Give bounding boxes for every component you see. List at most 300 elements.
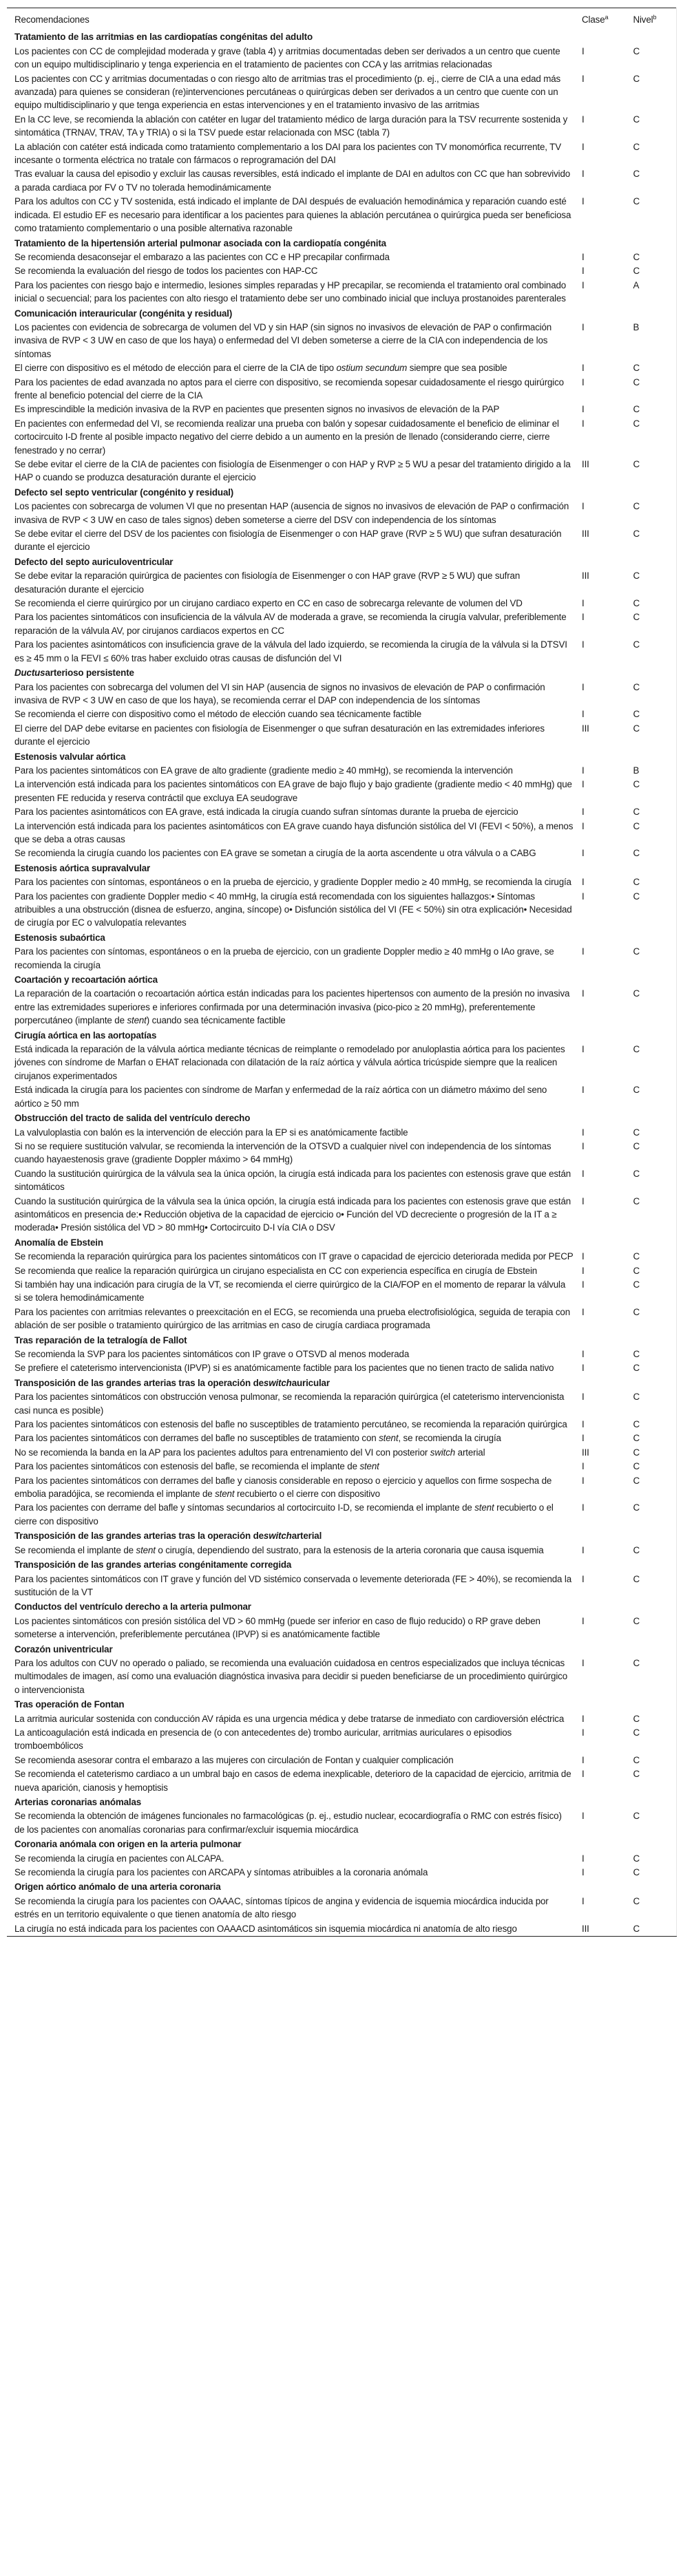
recommendation-text [7, 1460, 582, 1473]
recommendation-text: Para los pacientes con síntomas, espontáneos o en la prueba de ejercicio, con un gradiente Doppler medio ≥ 40 mmHg o IAo grave, se recomienda la cirugía [14, 946, 554, 970]
evidence-level: C [633, 169, 640, 180]
header-level-label: Nivel [633, 14, 653, 25]
evidence-level: C [633, 404, 640, 415]
table-row [7, 805, 677, 819]
text-part: El cierre con dispositivo es el método de elección para el cierre de la CIA de tipo [14, 363, 337, 374]
recommendation-class: I [582, 877, 585, 888]
table-row [7, 1361, 677, 1375]
recommendation-class: I [582, 1168, 585, 1179]
section-title: Defecto sel septo ventricular (congénito y residual) [14, 487, 234, 498]
recommendation-text: Se debe evitar el cierre del DSV de los pacientes con fisiología de Eisenmenger o con HAP grave (RVP ≥ 5 WU) que sufran desaturación durante el ejercicio [14, 529, 562, 553]
evidence-level: C [633, 1727, 640, 1738]
evidence-level: B [633, 321, 640, 332]
header-level-footnote: b [653, 14, 657, 21]
table-row [7, 1754, 677, 1767]
evidence-level: C [633, 1195, 640, 1206]
section-title [7, 1376, 677, 1390]
recommendation-class: I [582, 1127, 585, 1138]
recommendation-text [7, 1446, 582, 1460]
table-row [7, 1852, 677, 1866]
table-row [7, 1460, 677, 1473]
recommendation-class: I [582, 1657, 585, 1668]
section-title: Coartación y recoartación aórtica [14, 975, 158, 986]
evidence-level: C [633, 1168, 640, 1179]
recommendation-class: I [582, 612, 585, 623]
recommendation-class: I [582, 848, 585, 859]
evidence-level: C [633, 1433, 640, 1444]
section-title: Estenosis subaórtica [14, 932, 105, 943]
section-header-row [7, 1333, 677, 1348]
section-title-part: switch [263, 1531, 292, 1542]
recommendation-class: III [582, 571, 589, 582]
italic-term: stent [215, 1489, 235, 1500]
recommendation-text: Para los pacientes con síntomas, espontáneos o en la prueba de ejercicio, y gradiente Doppler medio ≥ 40 mmHg, se recomienda la cirugía [14, 877, 571, 888]
table-row [7, 1250, 677, 1264]
section-title: Anomalía de Ebstein [14, 1237, 103, 1248]
header-class [582, 8, 633, 30]
table-row [7, 1767, 677, 1795]
section-title: Comunicación interauricular (congénita y residual) [14, 308, 233, 319]
table-row [7, 1167, 677, 1195]
table-body [7, 30, 677, 1936]
recommendation-text: Para los pacientes sintomáticos con obstrucción venosa pulmonar, se recomienda la reparación quirúrgica (el cateterismo intervencionista casi nunca es posible) [14, 1392, 565, 1416]
recommendation-text: Para los pacientes con gradiente Doppler medio < 40 mmHg, la cirugía está recomendada con los siguientes hallazgos:• Síntomas atribuibles a una obstrucción (disnea de esfuerzo, angina, síncope) o• Disfunción sistólica del VI (FE < 50%) sin otra explicación• Necesidad de cirugía por EC o valvulopatía relevantes [14, 891, 572, 928]
recommendation-text: Se recomienda la cirugía para los pacientes con OAAAC, síntomas típicos de angina y evidencia de isquemia miocárdica inducida por estrés en un territorio equivalente o que tienen anatomía de alto riesgo [14, 1895, 549, 1920]
evidence-level: C [633, 1853, 640, 1864]
section-header-row [7, 1529, 677, 1543]
evidence-level: C [633, 1811, 640, 1822]
evidence-level: C [633, 1306, 640, 1317]
evidence-level: C [633, 1461, 640, 1472]
recommendation-class: I [582, 1140, 585, 1151]
recommendation-text: Los pacientes con sobrecarga de volumen VI que no presentan HAP (ausencia de signos no invasivos de elevación de PAP o confirmación invasiva de RVP < 3 UW en caso de tales signos) deben someterse a cierre del DSV con independencia de los síntomas [14, 501, 569, 525]
table-row [7, 987, 677, 1028]
recommendation-text: Para los pacientes asintomáticos con insuficiencia grave de la válvula del lado izquierdo, se recomienda la cirugía de la válvula si la DTSVI es ≥ 45 mm o la FEVI ≤ 60% tras haber excluido otras causas de disfunción del VI [14, 639, 567, 663]
text-part: siempre que sea posible [407, 363, 507, 374]
recommendation-text: Los pacientes con CC de complejidad moderada y grave (tabla 4) y arritmias documentadas deben ser derivados a un centro que cuente con un equipo multidisciplinario y tenga experiencia en el tratamiento de pacientes con CCA y las arritmias relacionadas [14, 45, 560, 70]
recommendation-class: I [582, 376, 585, 387]
evidence-level: C [633, 1475, 640, 1486]
header-recommendations-label: Recomendaciones [14, 14, 90, 25]
recommendation-text: Está indicada la reparación de la válvula aórtica mediante técnicas de reimplante o remodelado por anuloplastia aórtica para los pacientes jóvenes con síndrome de Marfan o EHAT relacionada con dilatación de la raíz aórtica y válvula aórtica tricúspide siempre que la realicen cirujanos experimentados [14, 1044, 565, 1081]
table-row [7, 1083, 677, 1111]
evidence-level: C [633, 376, 640, 387]
evidence-level: C [633, 501, 640, 512]
recommendation-text: En pacientes con enfermedad del VI, se recomienda realizar una prueba con balón y sopesar cuidadosamente el beneficio de eliminar el cortocircuito I-D frente al posible impacto negativo del cierre debido a un aumento en la presión de llenado (considerando cierre, cierre fenestrado y no cerrar) [14, 418, 559, 456]
evidence-level: C [633, 529, 640, 540]
recommendation-text: Para los pacientes sintomáticos con EA grave de alto gradiente (gradiente medio ≥ 40 mmHg), se recomienda la intervención [14, 765, 513, 776]
evidence-level: C [633, 1044, 640, 1055]
recommendation-class: I [582, 1475, 585, 1486]
recommendation-text: Se recomienda el cateterismo cardiaco a un umbral bajo en casos de edema inexplicable, deterioro de la capacidad de ejercicio, arritmia de nueva aparición, cianosis y hemoptisis [14, 1769, 571, 1793]
recommendation-text: Se prefiere el cateterismo intervencionista (IPVP) si es anatómicamente factible para los pacientes que no tienen tracto de salida nativo [14, 1363, 554, 1374]
recommendation-text: Cuando la sustitución quirúrgica de la válvula sea la única opción, la cirugía está indicada para los pacientes con estenosis grave que están sintomáticos [14, 1168, 571, 1193]
recommendation-class: I [582, 709, 585, 720]
recommendation-text: Si también hay una indicación para cirugía de la VT, se recomienda el cierre quirúrgico de la CIA/FOP en el momento de reparar la válvula si se tolera hemodinámicamente [14, 1279, 566, 1303]
evidence-level: C [633, 1251, 640, 1262]
recommendations-table [7, 8, 677, 1937]
recommendation-text [7, 1474, 582, 1502]
section-title: Cirugía aórtica en las aortopatías [14, 1030, 157, 1041]
table-row [7, 1264, 677, 1278]
section-title: Tratamiento de la hipertensión arterial pulmonar asociada con la cardiopatía congénita [14, 237, 386, 248]
recommendation-class: I [582, 807, 585, 818]
recommendation-class: III [582, 1447, 589, 1458]
evidence-level: C [633, 779, 640, 790]
recommendation-text: Se recomienda la cirugía cuando los pacientes con EA grave se sometan a cirugía de la aorta ascendente u otra válvula o a CABG [14, 848, 536, 859]
italic-term: switch [430, 1447, 456, 1458]
table-row [7, 113, 677, 140]
recommendation-text: Se recomienda la evaluación del riesgo de todos los pacientes con HAP-CC [14, 266, 318, 277]
section-title: Coronaria anómala con origen en la arteria pulmonar [14, 1839, 242, 1850]
italic-term: stent [359, 1461, 379, 1472]
italic-term: stent [127, 1015, 147, 1026]
recommendation-text: Los pacientes sintomáticos con presión sistólica del VD > 60 mmHg (puede ser inferior en caso de flujo reducido) o RP grave deben someterse a intervención, preferiblemente percutánea (IPVP) si es anatómicamente factible [14, 1615, 540, 1640]
evidence-level: C [633, 946, 640, 957]
recommendation-class: I [582, 73, 585, 84]
header-level [633, 8, 676, 30]
recommendation-class: III [582, 723, 589, 734]
section-header-row [7, 1642, 677, 1657]
recommendation-class: I [582, 1044, 585, 1055]
recommendation-text: Para los pacientes asintomáticos con EA grave, está indicada la cirugía cuando sufran síntomas durante la prueba de ejercicio [14, 807, 518, 818]
table-row [7, 361, 677, 375]
recommendation-class: I [582, 141, 585, 152]
table-row [7, 847, 677, 860]
recommendation-class: I [582, 1867, 585, 1878]
recommendation-class: I [582, 1573, 585, 1584]
text-part: , se recomienda la cirugía [398, 1433, 501, 1444]
recommendation-class: I [582, 169, 585, 180]
recommendation-text: Se recomienda el cierre quirúrgico por un cirujano cardiaco experto en CC en caso de sobrecarga relevante de volumen del VD [14, 598, 523, 609]
recommendation-text [7, 1431, 582, 1445]
recommendation-class: I [582, 1754, 585, 1765]
evidence-level: C [633, 1447, 640, 1458]
recommendation-text: Para los pacientes con riesgo bajo e intermedio, lesiones simples reparadas y HP precapilar, se recomienda el tratamiento oral combinado inicial o secuencial; para los pacientes con alto riesgo el tratamiento debe ser uno combinado inicial que incluya prostanoides parenterales [14, 279, 567, 304]
recommendation-class: III [582, 1923, 589, 1934]
evidence-level: C [633, 266, 640, 277]
evidence-level: C [633, 612, 640, 623]
table-row [7, 1895, 677, 1922]
recommendation-class: I [582, 988, 585, 999]
recommendation-class: I [582, 598, 585, 609]
text-part: Para los pacientes sintomáticos con estenosis del bafle, se recomienda el implante de [14, 1461, 360, 1472]
text-part: No se recomienda la banda en la AP para los pacientes adultos para entrenamiento del VI con posterior [14, 1447, 430, 1458]
table-row [7, 890, 677, 930]
recommendation-text: Se recomienda la reparación quirúrgica para los pacientes sintomáticos con IT grave o capacidad de ejercicio deteriorada medida por PECP [14, 1251, 574, 1262]
recommendation-text: Tras evaluar la causa del episodio y excluir las causas reversibles, está indicado el implante de DAI en adultos con CC que han sobrevivido a parada cardiaca por FV o TV no tolerada hemodinámicamente [14, 169, 571, 193]
recommendation-text: La cirugía no está indicada para los pacientes con OAAACD asintomáticos sin isquemia miocárdica ni anatomía de alto riesgo [14, 1923, 517, 1934]
table-row [7, 1573, 677, 1600]
evidence-level: C [633, 820, 640, 831]
recommendation-text: Se debe evitar la reparación quirúrgica de pacientes con fisiología de Eisenmenger o con HAP grave (RVP ≥ 5 WU) que sufran desaturación durante el ejercicio [14, 571, 521, 595]
evidence-level: C [633, 681, 640, 692]
recommendation-text: La arritmia auricular sostenida con conducción AV rápida es una urgencia médica y debe tratarse de inmediato con cardioversión eléctrica [14, 1713, 565, 1724]
section-title: Defecto del septo auriculoventricular [14, 556, 174, 567]
table-row [7, 403, 677, 416]
recommendation-class: I [582, 1811, 585, 1822]
recommendation-text: Está indicada la cirugía para los pacientes con síndrome de Marfan y enfermedad de la raíz aórtica con un diámetro máximo del seno aórtico ≥ 50 mm [14, 1085, 547, 1109]
evidence-level: C [633, 1127, 640, 1138]
evidence-level: C [633, 1769, 640, 1780]
recommendation-text: Se debe evitar el cierre de la CIA de pacientes con fisiología de Eisenmenger o con HAP y RVP ≥ 5 WU a pesar del tratamiento dirigido a la HAP o cuando se produzca desaturación durante el ejercicio [14, 459, 571, 483]
recommendation-class: I [582, 1349, 585, 1359]
recommendation-class: III [582, 459, 589, 469]
table-row [7, 1390, 677, 1418]
text-part: La reparación de la coartación o recoartación aórtica están indicadas para los pacientes hipertensos con aumento de la presión no invasiva entre las extremidades superiores e inferiores confirmada por una determinación invasiva (pico-pico ≥ 20 mmHg), preferentemente porpercutáneo (implante de [14, 988, 570, 1026]
evidence-level: C [633, 1544, 640, 1555]
table-row [7, 1726, 677, 1754]
table-row [7, 597, 677, 610]
evidence-level: C [633, 1895, 640, 1906]
recommendation-class: I [582, 1363, 585, 1374]
section-title [7, 1529, 677, 1543]
table-row [7, 195, 677, 235]
italic-term: stent [379, 1433, 399, 1444]
recommendation-text [7, 361, 582, 375]
recommendation-text: La intervención está indicada para los pacientes sintomáticos con EA grave de bajo flujo y bajo gradiente (gradiente medio < 40 mmHg) que presenten FE reducida y reserva contráctil que excluya EA seudograve [14, 779, 572, 803]
table-row [7, 251, 677, 264]
table-row [7, 1418, 677, 1431]
recommendation-class: I [582, 1195, 585, 1206]
table-row [7, 569, 677, 597]
evidence-level: C [633, 1713, 640, 1724]
recommendation-text: Se recomienda la cirugía para los pacientes con ARCAPA y síntomas atribuibles a la coronaria anómala [14, 1867, 428, 1878]
evidence-level: C [633, 1140, 640, 1151]
recommendation-class: I [582, 1544, 585, 1555]
section-header-row [7, 236, 677, 251]
recommendation-class: I [582, 1433, 585, 1444]
recommendation-class: I [582, 1279, 585, 1290]
table-row [7, 1446, 677, 1460]
text-part: Se recomienda el implante de [14, 1544, 136, 1555]
evidence-level: C [633, 848, 640, 859]
evidence-level: C [633, 1867, 640, 1878]
recommendation-class: I [582, 891, 585, 902]
section-header-row [7, 306, 677, 321]
section-header-row [7, 861, 677, 875]
evidence-level: C [633, 891, 640, 902]
table-row [7, 1126, 677, 1140]
table-row [7, 264, 677, 278]
recommendation-text: Se recomienda la SVP para los pacientes sintomáticos con IP grave o OTSVD al menos moderada [14, 1349, 410, 1359]
recommendation-class: I [582, 418, 585, 429]
recommendation-class: I [582, 266, 585, 277]
section-header-row [7, 1376, 677, 1390]
recommendation-class: I [582, 196, 585, 207]
recommendation-text: La ablación con catéter está indicada como tratamiento complementario a los DAI para los pacientes con TV monomórfica recurrente, TV incesante o tormenta eléctrica no tratale con fármacos o reprogramación del DAI [14, 141, 561, 166]
text-part: recubierto o el cierre con dispositivo [234, 1489, 380, 1500]
recommendation-text: Para los pacientes sintomáticos con insuficiencia de la válvula AV de moderada a grave, se recomienda la cirugía valvular, preferiblemente reparación de la válvula AV, por cirujanos cardiacos expertos en CC [14, 612, 567, 636]
recommendation-class: I [582, 1306, 585, 1317]
text-part: arterial [455, 1447, 485, 1458]
recommendation-text [7, 1544, 582, 1557]
recommendation-text: Para los adultos con CC y TV sostenida, está indicado el implante de DAI después de evaluación hemodinámica y reparación cuando esté indicada. El estudio EF es necesario para identificar a los pacientes para quienes la ablación percutánea o quirúrgica pueda ser beneficiosa como tratamiento complementario o una posible alternativa razonable [14, 196, 571, 234]
recommendation-text: Se recomienda la obtención de imágenes funcionales no farmacológicas (p. ej., estudio nuclear, ecocardiografía o RMC con estrés físico) de los pacientes con anomalías coronarias para confirmar/excluir isquemia miocárdica [14, 1811, 562, 1835]
section-header-row [7, 1837, 677, 1851]
section-header-row [7, 1880, 677, 1894]
evidence-level: C [633, 877, 640, 888]
table-row [7, 417, 677, 458]
table-row [7, 1501, 677, 1529]
recommendation-text: La valvuloplastia con balón es la intervención de elección para la EP si es anatómicamente factible [14, 1127, 408, 1138]
evidence-level: C [633, 1419, 640, 1430]
section-title: Transposición de las grandes arterias congénitamente corregida [14, 1560, 292, 1571]
recommendation-text: Se recomienda que realice la reparación quirúrgica un cirujano especialista en CC con experiencia específica en cirugía de Ebstein [14, 1265, 538, 1276]
recommendation-text: Si no se requiere sustitución valvular, se recomienda la intervención de la OTSVD a cualquier nivel con independencia de los síntomas cuando hayaestenosis grave (gradiente Doppler máximo > 64 mmHg) [14, 1140, 551, 1165]
evidence-level: C [633, 73, 640, 84]
recommendation-class: I [582, 765, 585, 776]
recommendation-class: I [582, 779, 585, 790]
section-title: Tras operación de Fontan [14, 1699, 125, 1710]
evidence-level: C [633, 1657, 640, 1668]
evidence-level: C [633, 1349, 640, 1359]
section-header-row [7, 1028, 677, 1043]
section-title: Estenosis aórtica supravalvular [14, 862, 151, 873]
section-header-row [7, 749, 677, 764]
italic-term: ostium secundum [336, 363, 408, 374]
recommendation-text: Se recomienda el cierre con dispositivo como el método de elección cuando sea técnicamente factible [14, 709, 422, 720]
recommendation-text: Se recomienda desaconsejar el embarazo a las pacientes con CC e HP precapilar confirmada [14, 251, 390, 262]
text-part: o cirugía, dependiendo del sustrato, para la estenosis de la arteria coronaria que causa isquemia [155, 1544, 544, 1555]
table-row [7, 945, 677, 972]
section-header-row [7, 930, 677, 945]
recommendation-text [7, 1501, 582, 1529]
section-title-part: Ductus [14, 668, 45, 679]
recommendation-class: I [582, 1895, 585, 1906]
table-row [7, 1431, 677, 1445]
evidence-level: C [633, 571, 640, 582]
recommendation-class: I [582, 321, 585, 332]
section-title: Tras reparación de la tetralogía de Fallot [14, 1334, 187, 1345]
table-header-row [7, 8, 677, 30]
section-title: Tratamiento de las arritmias en las cardiopatías congénitas del adulto [14, 32, 313, 43]
evidence-level: C [633, 1615, 640, 1626]
table-row [7, 707, 677, 721]
table-row [7, 458, 677, 485]
recommendation-class: I [582, 1461, 585, 1472]
evidence-level: C [633, 1923, 640, 1934]
section-title: Origen aórtico anómalo de una arteria coronaria [14, 1882, 221, 1893]
section-title-part: Transposición de las grandes arterias tras la operación de [14, 1531, 264, 1542]
recommendation-class: I [582, 1713, 585, 1724]
evidence-level: C [633, 1279, 640, 1290]
table-row [7, 1712, 677, 1726]
text-part: Para los pacientes con derrame del bafle y síntomas secundarios al cortocircuito I-D, se recomienda el implante de [14, 1502, 475, 1513]
section-title-part: arterial [291, 1531, 322, 1542]
evidence-level: C [633, 1573, 640, 1584]
table-row [7, 1306, 677, 1333]
table-row [7, 1348, 677, 1361]
section-title: Arterias coronarias anómalas [14, 1797, 142, 1807]
recommendation-text: La anticoagulación está indicada en presencia de (o con antecedentes de) trombo auricular, arritmias auriculares o episodios tromboembólicos [14, 1727, 512, 1752]
section-header-row [7, 1697, 677, 1712]
section-header-row [7, 1235, 677, 1250]
evidence-level: C [633, 1392, 640, 1403]
evidence-level: B [633, 765, 640, 776]
evidence-level: C [633, 723, 640, 734]
section-title-part: arterioso persistente [45, 668, 134, 679]
section-header-row [7, 485, 677, 500]
table-row [7, 1140, 677, 1167]
table-row [7, 279, 677, 306]
evidence-level: C [633, 114, 640, 125]
table-row [7, 1657, 677, 1697]
recommendation-class: I [582, 1727, 585, 1738]
table-row [7, 1866, 677, 1880]
evidence-level: C [633, 1363, 640, 1374]
evidence-level: C [633, 598, 640, 609]
recommendation-text: Se recomienda la cirugía en pacientes con ALCAPA. [14, 1853, 224, 1864]
table-row [7, 1278, 677, 1306]
text-part: ) cuando sea técnicamente factible [146, 1015, 286, 1026]
section-header-row [7, 666, 677, 680]
table-row [7, 321, 677, 361]
evidence-level: C [633, 251, 640, 262]
table-row [7, 1544, 677, 1557]
section-header-row [7, 1111, 677, 1125]
recommendation-text: Los pacientes con CC y arritmias documentadas o con riesgo alto de arritmias tras el procedimiento (p. ej., cierre de CIA a una edad más avanzada) para quienes se consideran (re)intervenciones percutáneas o quirúrgicas deben ser derivados a un centro que cuente con un equipo multidisciplinario y que tenga experiencia en estas intervenciones y en el tratamiento invasivo de las arritmias [14, 73, 561, 111]
section-title: Obstrucción del tracto de salida del ventrículo derecho [14, 1113, 251, 1124]
evidence-level: C [633, 459, 640, 469]
recommendation-class: I [582, 1502, 585, 1513]
text-part: recubierto o el cierre con dispositivo [14, 1502, 554, 1526]
recommendation-class: I [582, 1853, 585, 1864]
table-row [7, 638, 677, 666]
table-row [7, 1043, 677, 1083]
table-row [7, 820, 677, 847]
recommendation-class: I [582, 1419, 585, 1430]
recommendation-text: Cuando la sustitución quirúrgica de la válvula sea la única opción, la cirugía está indicada para los pacientes con estenosis grave que están asintomáticos en presencia de:• Reducción objetiva de la capacidad de ejercicio o• Función del VD decreciente o progresión de la IT a ≥ moderada• Presión sistólica del VD > 80 mmHg• Cortocircuito D-I vía CIA o DSV [14, 1195, 571, 1233]
section-title-part: auricular [291, 1377, 330, 1388]
section-title-part: Transposición de las grandes arterias tras la operación de [14, 1377, 264, 1388]
recommendation-class: I [582, 363, 585, 374]
section-header-row [7, 1599, 677, 1614]
table-row [7, 500, 677, 527]
recommendation-class: I [582, 1265, 585, 1276]
evidence-level: C [633, 196, 640, 207]
text-part: Para los pacientes sintomáticos con derrames del bafle no susceptibles de tratamiento con [14, 1433, 379, 1444]
evidence-level: C [633, 639, 640, 650]
recommendation-class: I [582, 1615, 585, 1626]
recommendation-text: Es imprescindible la medición invasiva de la RVP en pacientes que presenten signos no invasivos de elevación de la PAP [14, 404, 500, 415]
recommendation-text: Los pacientes con evidencia de sobrecarga de volumen del VD y sin HAP (sin signos no invasivos de elevación de PAP o confirmación invasiva de RVP < 3 UW en caso de que los haya) o enfermedad del VI deben someterse a cierre de la CIA con independencia de los síntomas [14, 321, 552, 359]
table-row [7, 1474, 677, 1502]
recommendation-class: I [582, 820, 585, 831]
table-row [7, 527, 677, 555]
table-row [7, 72, 677, 113]
recommendation-class: I [582, 1251, 585, 1262]
recommendation-text: Para los pacientes sintomáticos con IT grave y función del VD sistémico conservada o levemente deteriorada (FE > 40%), se recomienda la sustitución de la VT [14, 1573, 572, 1597]
recommendation-class: I [582, 404, 585, 415]
table-row [7, 681, 677, 708]
header-class-label: Clase [582, 14, 605, 25]
recommendation-class: I [582, 501, 585, 512]
recommendation-class: III [582, 529, 589, 540]
table-row [7, 1615, 677, 1642]
evidence-level: C [633, 1265, 640, 1276]
recommendation-text: Para los pacientes con sobrecarga del volumen del VI sin HAP (ausencia de signos no invasivos de elevación de PAP o confirmación invasiva de RVP < 3 UW en caso de que los haya), se recomienda cerrar el DAP con independencia de los síntomas [14, 681, 545, 705]
table-row [7, 1809, 677, 1837]
header-recommendations [7, 8, 582, 30]
section-header-row [7, 972, 677, 987]
recommendation-class: I [582, 1769, 585, 1780]
evidence-level: C [633, 988, 640, 999]
recommendation-class: I [582, 681, 585, 692]
evidence-level: C [633, 1085, 640, 1096]
recommendation-text: Para los pacientes sintomáticos con estenosis del bafle no susceptibles de tratamiento percutáneo, se recomienda la reparación quirúrgica [14, 1419, 567, 1430]
recommendation-text: El cierre del DAP debe evitarse en pacientes con fisiología de Eisenmenger o que sufran desaturación en las extremidades inferiores durante el ejercicio [14, 723, 545, 747]
